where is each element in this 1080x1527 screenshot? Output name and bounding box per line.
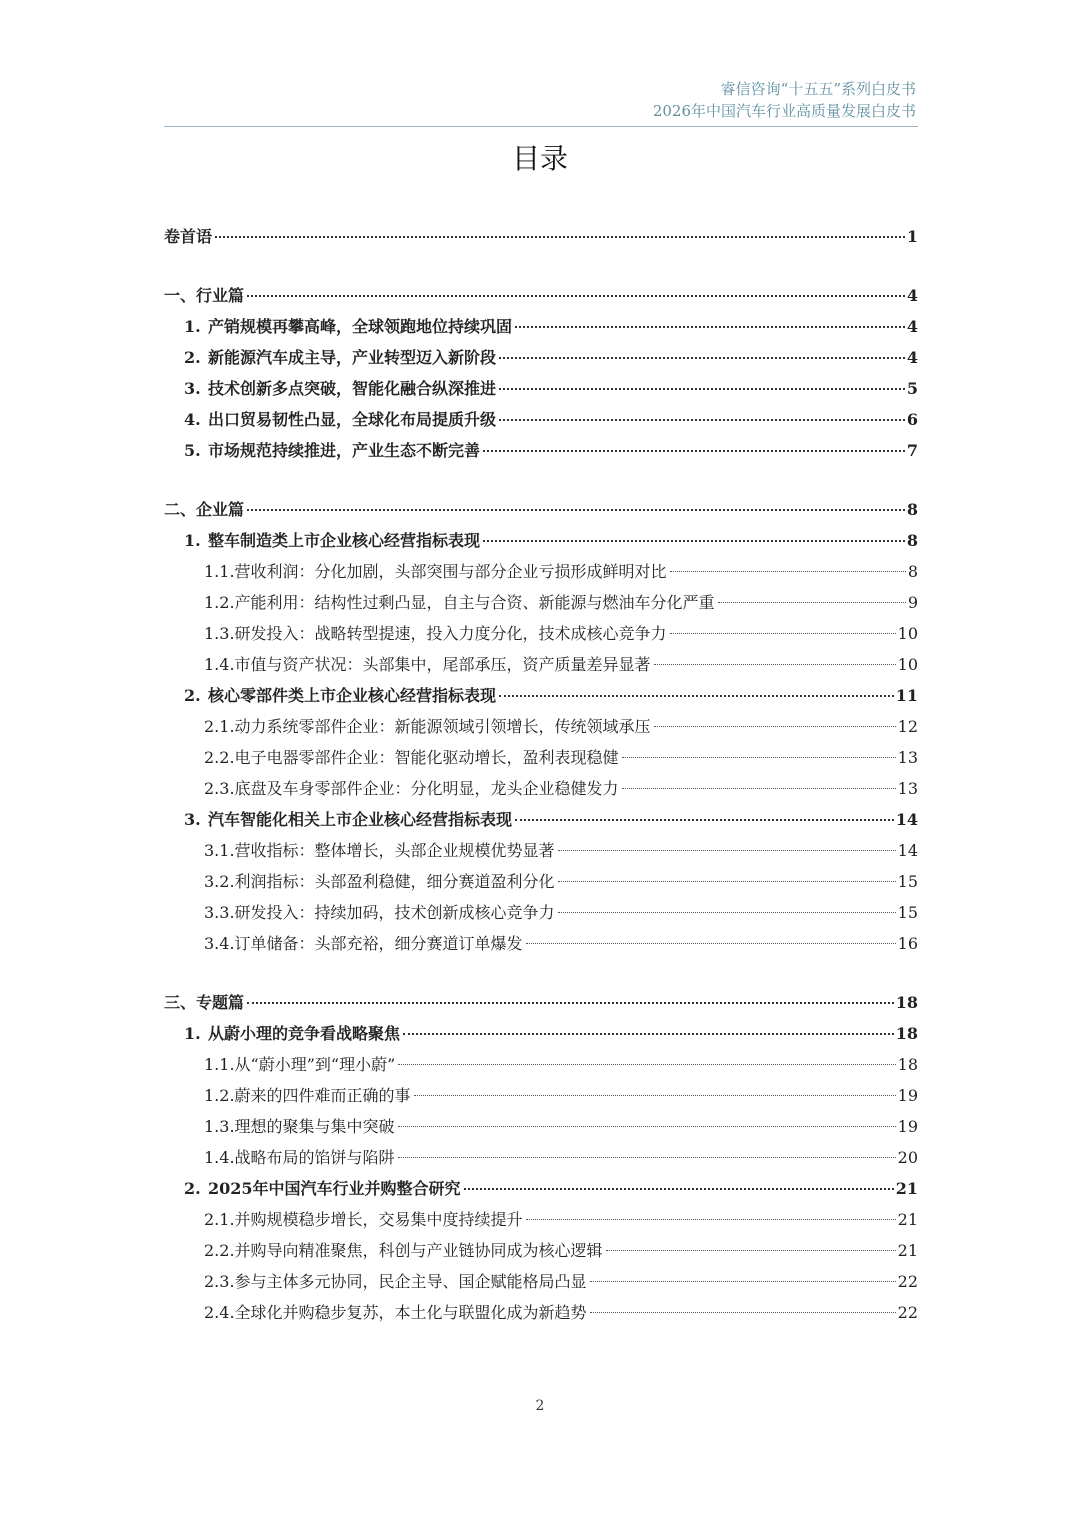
toc-page-number: 15 bbox=[897, 903, 918, 922]
toc-page-number: 15 bbox=[897, 872, 918, 891]
toc-page-number: 14 bbox=[897, 841, 918, 860]
toc-page-number: 1 bbox=[906, 227, 918, 246]
toc-part-industry[interactable] bbox=[164, 280, 918, 311]
toc-subsection[interactable] bbox=[164, 1049, 918, 1080]
dot-leader bbox=[398, 1157, 896, 1158]
toc-subsection[interactable] bbox=[164, 1297, 918, 1328]
toc-entry-label bbox=[184, 804, 512, 835]
dot-leader bbox=[215, 236, 905, 238]
toc-page-number: 8 bbox=[907, 562, 918, 581]
toc-section-title: 出口贸易韧性凸显，全球化布局提质升级 bbox=[208, 410, 497, 429]
toc-page-number: 7 bbox=[906, 441, 918, 460]
toc-section-title: 整车制造类上市企业核心经营指标表现 bbox=[208, 531, 481, 550]
dot-leader bbox=[654, 726, 896, 727]
toc-page-number: 4 bbox=[906, 317, 918, 336]
toc-page-number: 13 bbox=[897, 748, 918, 767]
toc-entry-foreword[interactable] bbox=[164, 221, 918, 252]
toc-section-number: 1. bbox=[184, 531, 201, 550]
toc-section[interactable] bbox=[164, 342, 918, 373]
toc-entry-label: 2.3.底盘及车身零部件企业：分化明显，龙头企业稳健发力 bbox=[204, 779, 619, 798]
dot-leader bbox=[622, 757, 896, 758]
toc-section[interactable] bbox=[164, 373, 918, 404]
toc-section-title: 技术创新多点突破，智能化融合纵深推进 bbox=[208, 379, 497, 398]
toc-page-number: 19 bbox=[897, 1117, 918, 1136]
toc-entry-label: 1.4.战略布局的馅饼与陷阱 bbox=[204, 1148, 395, 1167]
toc-page-number: 21 bbox=[897, 1241, 918, 1260]
toc-entry-label: 1.2.产能利用：结构性过剩凸显，自主与合资、新能源与燃油车分化严重 bbox=[204, 593, 715, 612]
toc-entry-label: 1.2.蔚来的四件难而正确的事 bbox=[204, 1086, 411, 1105]
toc-entry-label: 3.1.营收指标：整体增长，头部企业规模优势显著 bbox=[204, 841, 555, 860]
toc-section-title: 市场规范持续推进，产业生态不断完善 bbox=[208, 441, 481, 460]
toc-subsection[interactable] bbox=[164, 742, 918, 773]
dot-leader bbox=[414, 1095, 896, 1096]
toc-section-number: 4. bbox=[184, 410, 201, 429]
page-title: 目录 bbox=[511, 142, 568, 175]
toc-page-number: 8 bbox=[906, 531, 918, 550]
toc-page-number: 18 bbox=[895, 1024, 918, 1043]
toc-section-number: 3. bbox=[184, 379, 201, 398]
toc-entry-label bbox=[184, 435, 480, 466]
dot-leader bbox=[499, 357, 905, 359]
toc-entry-label bbox=[184, 1018, 400, 1049]
toc-subsection[interactable] bbox=[164, 649, 918, 680]
toc-entry-label: 1.4.市值与资产状况：头部集中，尾部承压，资产质量差异显著 bbox=[204, 655, 651, 674]
toc-page-number: 22 bbox=[897, 1272, 918, 1291]
toc-entry-label: 2.1.动力系统零部件企业：新能源领域引领增长，传统领域承压 bbox=[204, 717, 651, 736]
toc-section-title: 从蔚小理的竞争看战略聚焦 bbox=[208, 1024, 401, 1043]
toc-page-number: 6 bbox=[906, 410, 918, 429]
toc-page-number: 16 bbox=[897, 934, 918, 953]
toc-page-number: 12 bbox=[897, 717, 918, 736]
toc-section-title: 2025年中国汽车行业并购整合研究 bbox=[208, 1179, 461, 1198]
dot-leader bbox=[398, 1064, 895, 1065]
page-number: 2 bbox=[535, 1398, 545, 1414]
toc-section[interactable] bbox=[164, 525, 918, 556]
toc-page-number: 10 bbox=[897, 655, 918, 674]
toc-subsection[interactable] bbox=[164, 835, 918, 866]
dot-leader bbox=[670, 571, 906, 572]
dot-leader bbox=[718, 602, 906, 603]
toc-page-number: 20 bbox=[897, 1148, 918, 1167]
header-series: 睿信咨询“十五五”系列白皮书 bbox=[720, 80, 916, 98]
toc-section-number: 2. bbox=[184, 1179, 201, 1198]
dot-leader bbox=[499, 388, 905, 390]
toc-entry-label: 1.3.理想的聚集与集中突破 bbox=[204, 1117, 395, 1136]
dot-leader bbox=[558, 912, 896, 913]
dot-leader bbox=[247, 509, 905, 511]
toc-entry-label: 1.1.营收利润：分化加剧，头部突围与部分企业亏损形成鲜明对比 bbox=[204, 562, 667, 581]
toc-section[interactable] bbox=[164, 404, 918, 435]
dot-leader bbox=[247, 1002, 894, 1004]
table-of-contents bbox=[164, 221, 918, 1328]
toc-part-special-topics[interactable] bbox=[164, 987, 918, 1018]
toc-entry-label: 1.3.研发投入：战略转型提速，投入力度分化，技术成核心竞争力 bbox=[204, 624, 667, 643]
toc-page-number: 22 bbox=[897, 1303, 918, 1322]
toc-page-number: 14 bbox=[895, 810, 918, 829]
toc-subsection[interactable] bbox=[164, 556, 918, 587]
toc-page-number: 10 bbox=[897, 624, 918, 643]
toc-subsection[interactable] bbox=[164, 1235, 918, 1266]
toc-entry-label bbox=[184, 525, 480, 556]
toc-section-number: 1. bbox=[184, 1024, 201, 1043]
toc-subsection[interactable] bbox=[164, 1111, 918, 1142]
toc-entry-label bbox=[184, 680, 496, 711]
dot-leader bbox=[483, 540, 905, 542]
toc-section-number: 2. bbox=[184, 348, 201, 367]
dot-leader bbox=[398, 1126, 896, 1127]
toc-page-number: 4 bbox=[906, 286, 918, 305]
toc-section-number: 1. bbox=[184, 317, 201, 336]
toc-page-number: 21 bbox=[897, 1210, 918, 1229]
dot-leader bbox=[622, 788, 896, 789]
toc-page-number: 18 bbox=[897, 1055, 918, 1074]
toc-entry-label: 三、专题篇 bbox=[164, 993, 245, 1012]
toc-entry-label bbox=[184, 404, 496, 435]
toc-part-enterprise[interactable] bbox=[164, 494, 918, 525]
toc-subsection[interactable] bbox=[164, 1266, 918, 1297]
toc-subsection[interactable] bbox=[164, 587, 918, 618]
toc-page-number: 13 bbox=[897, 779, 918, 798]
toc-entry-label: 1.1.从“蔚小理”到“理小蔚” bbox=[204, 1055, 396, 1074]
toc-section-number: 5. bbox=[184, 441, 201, 460]
toc-entry-label: 3.4.订单储备：头部充裕，细分赛道订单爆发 bbox=[204, 934, 523, 953]
toc-page-number: 9 bbox=[907, 593, 918, 612]
toc-subsection[interactable] bbox=[164, 866, 918, 897]
toc-entry-label: 3.3.研发投入：持续加码，技术创新成核心竞争力 bbox=[204, 903, 555, 922]
dot-leader bbox=[515, 326, 905, 328]
dot-leader bbox=[654, 664, 896, 665]
toc-section-number: 2. bbox=[184, 686, 201, 705]
toc-page-number: 21 bbox=[895, 1179, 918, 1198]
toc-entry-label: 2.1.并购规模稳步增长，交易集中度持续提升 bbox=[204, 1210, 523, 1229]
dot-leader bbox=[403, 1033, 894, 1035]
dot-leader bbox=[526, 943, 896, 944]
toc-page-number: 5 bbox=[906, 379, 918, 398]
dot-leader bbox=[670, 633, 896, 634]
toc-subsection[interactable] bbox=[164, 1080, 918, 1111]
dot-leader bbox=[499, 419, 905, 421]
toc-section[interactable] bbox=[164, 435, 918, 466]
dot-leader bbox=[483, 450, 905, 452]
toc-entry-label bbox=[184, 1173, 461, 1204]
dot-leader bbox=[590, 1312, 896, 1313]
dot-leader bbox=[558, 881, 896, 882]
toc-page-number: 18 bbox=[895, 993, 918, 1012]
toc-section[interactable] bbox=[164, 1173, 918, 1204]
toc-section-title: 新能源汽车成主导，产业转型迈入新阶段 bbox=[208, 348, 497, 367]
toc-subsection[interactable] bbox=[164, 1204, 918, 1235]
toc-entry-label bbox=[184, 373, 496, 404]
toc-entry-label bbox=[184, 342, 496, 373]
toc-section[interactable] bbox=[164, 680, 918, 711]
running-header bbox=[653, 78, 916, 122]
toc-section-number: 3. bbox=[184, 810, 201, 829]
dot-leader bbox=[606, 1250, 896, 1251]
toc-subsection[interactable] bbox=[164, 711, 918, 742]
dot-leader bbox=[590, 1281, 896, 1282]
dot-leader bbox=[515, 819, 894, 821]
toc-entry-label: 2.4.全球化并购稳步复苏，本土化与联盟化成为新趋势 bbox=[204, 1303, 587, 1322]
header-divider bbox=[164, 126, 918, 127]
toc-entry-label: 卷首语 bbox=[164, 227, 213, 246]
toc-subsection[interactable] bbox=[164, 897, 918, 928]
dot-leader bbox=[526, 1219, 896, 1220]
toc-section-title: 产销规模再攀高峰，全球领跑地位持续巩固 bbox=[208, 317, 513, 336]
toc-section[interactable] bbox=[164, 311, 918, 342]
dot-leader bbox=[558, 850, 896, 851]
toc-entry-label: 2.2.电子电器零部件企业：智能化驱动增长，盈利表现稳健 bbox=[204, 748, 619, 767]
toc-subsection[interactable] bbox=[164, 1142, 918, 1173]
header-report-title: 2026年中国汽车行业高质量发展白皮书 bbox=[652, 102, 916, 120]
toc-page-number: 19 bbox=[897, 1086, 918, 1105]
dot-leader bbox=[247, 295, 905, 297]
toc-page-number: 11 bbox=[895, 686, 918, 705]
toc-entry-label: 一、行业篇 bbox=[164, 286, 245, 305]
toc-subsection[interactable] bbox=[164, 928, 918, 959]
toc-entry-label bbox=[184, 311, 512, 342]
toc-entry-label: 二、企业篇 bbox=[164, 500, 245, 519]
toc-subsection[interactable] bbox=[164, 618, 918, 649]
dot-leader bbox=[499, 695, 894, 697]
dot-leader bbox=[464, 1188, 894, 1190]
toc-page-number: 8 bbox=[906, 500, 918, 519]
toc-entry-label: 2.3.参与主体多元协同，民企主导、国企赋能格局凸显 bbox=[204, 1272, 587, 1291]
toc-entry-label: 2.2.并购导向精准聚焦，科创与产业链协同成为核心逻辑 bbox=[204, 1241, 603, 1260]
toc-section[interactable] bbox=[164, 804, 918, 835]
toc-page-number: 4 bbox=[906, 348, 918, 367]
toc-section[interactable] bbox=[164, 1018, 918, 1049]
toc-entry-label: 3.2.利润指标：头部盈利稳健，细分赛道盈利分化 bbox=[204, 872, 555, 891]
toc-subsection[interactable] bbox=[164, 773, 918, 804]
toc-section-title: 核心零部件类上市企业核心经营指标表现 bbox=[208, 686, 497, 705]
toc-section-title: 汽车智能化相关上市企业核心经营指标表现 bbox=[208, 810, 513, 829]
